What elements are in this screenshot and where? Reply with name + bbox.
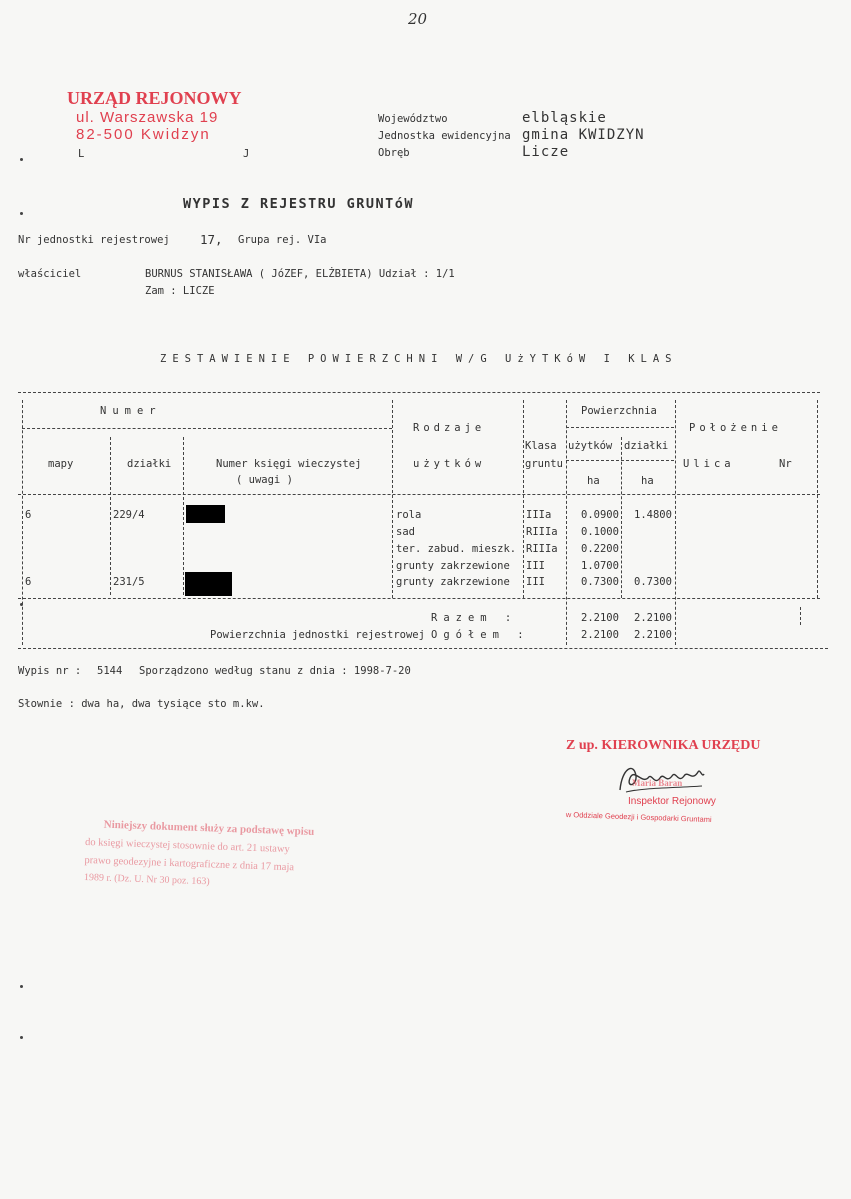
header-uzytkow: użytków [413, 458, 486, 470]
state-date: Sporządzono według stanu z dnia : 1998-7-20 [139, 665, 411, 677]
corner-mark-right: J [243, 148, 250, 160]
cell-klasa: RIIIa [526, 543, 558, 555]
summary-title: ZESTAWIENIE POWIERZCHNI W/G UżYTKóW I KLAS [160, 353, 678, 365]
razem-label: Razem : [431, 612, 518, 624]
header-numer: Numer [100, 405, 162, 417]
cell-klasa: III [526, 560, 545, 572]
ogolem-uzytkow: 2.2100 [581, 629, 619, 641]
header-pow-dzialki: działki [624, 440, 669, 452]
cell-pow-uzytku: 0.2200 [581, 543, 619, 555]
header-ksiegi: Numer księgi wieczystej [216, 458, 362, 470]
registry-unit-value: 17, [200, 232, 223, 247]
owner-name: BURNUS STANISŁAWA ( JóZEF, ELŻBIETA) Udział : 1/1 [145, 268, 455, 280]
office-city: 82-500 Kwidzyn [76, 126, 211, 143]
cell-klasa: III [526, 576, 545, 588]
header-uwagi: ( uwagi ) [236, 474, 293, 486]
district-value: Licze [522, 144, 570, 160]
signature-stamp-name: Maria Baran [632, 778, 683, 788]
page-number: 20 [408, 10, 428, 28]
signature-stamp-title: Inspektor Rejonowy [628, 796, 716, 807]
header-ha-uzytkow: ha [587, 475, 600, 487]
cell-rodzaj: ter. zabud. mieszk. [396, 543, 517, 555]
document-title: WYPIS Z REJESTRU GRUNTóW [183, 196, 415, 212]
legal-stamp-line: Niniejszy dokument służy za podstawę wpisu [103, 818, 315, 838]
header-powierzchnia: Powierzchnia [581, 405, 657, 417]
wypis-number: 5144 [97, 665, 123, 677]
cell-pow-dzialki: 0.7300 [634, 576, 672, 588]
cell-rodzaj: grunty zakrzewione [396, 576, 510, 588]
razem-uzytkow: 2.2100 [581, 612, 619, 624]
voivodeship-label: Województwo [378, 113, 448, 125]
office-name: URZĄD REJONOWY [67, 88, 242, 108]
pow-jednostki-label: Powierzchnia jednostki rejestrowej [210, 629, 425, 641]
voivodeship-value: elbląskie [522, 110, 607, 126]
ogolem-label: Ogółem : [431, 629, 530, 641]
legal-stamp-line: prawo geodezyjne i kartograficzne z dnia 17 maja [84, 854, 295, 874]
header-polozenie: Położenie [689, 422, 782, 434]
cell-rodzaj: grunty zakrzewione [396, 560, 510, 572]
unit-label: Jednostka ewidencyjna [378, 130, 511, 142]
header-ha-dzialki: ha [641, 475, 654, 487]
header-rodzaje: Rodzaje [413, 422, 486, 434]
redacted-block [185, 572, 232, 596]
owner-label: właściciel [18, 268, 82, 280]
amount-in-words: Słownie : dwa ha, dwa tysiące sto m.kw. [18, 698, 265, 710]
legal-stamp-line: do księgi wieczystej stosownie do art. 21 ustawy [84, 836, 290, 856]
cell-rodzaj: rola [396, 509, 422, 521]
cell-mapy: 6 [25, 509, 32, 521]
ogolem-dzialki: 2.2100 [634, 629, 672, 641]
cell-pow-uzytku: 0.7300 [581, 576, 619, 588]
header-klasa: Klasa [525, 440, 557, 452]
signature-stamp-heading: Z up. KIEROWNIKA URZĘDU [566, 738, 761, 753]
redacted-block [186, 505, 225, 523]
cell-pow-dzialki: 1.4800 [634, 509, 672, 521]
cell-pow-uzytku: 1.0700 [581, 560, 619, 572]
header-pow-uzytkow: użytków [568, 440, 613, 452]
header-ulica: Ulica [683, 458, 735, 470]
registry-group: Grupa rej. VIa [238, 234, 327, 246]
razem-dzialki: 2.2100 [634, 612, 672, 624]
cell-dzialka: 229/4 [113, 509, 145, 521]
owner-address: Zam : LICZE [145, 285, 215, 297]
header-nr: Nr [779, 458, 792, 470]
cell-rodzaj: sad [396, 526, 415, 538]
cell-dzialka: 231/5 [113, 576, 145, 588]
unit-value: gmina KWIDZYN [522, 127, 645, 143]
header-mapy: mapy [48, 458, 74, 470]
legal-stamp-line: 1989 r. (Dz. U. Nr 30 poz. 163) [83, 871, 210, 888]
cell-pow-uzytku: 0.0900 [581, 509, 619, 521]
signature-stamp-dept: w Oddziale Geodezji i Gospodarki Gruntami [565, 810, 712, 825]
cell-klasa: IIIa [526, 509, 552, 521]
header-dzialki: działki [127, 458, 172, 470]
office-street: ul. Warszawska 19 [76, 109, 219, 126]
cell-pow-uzytku: 0.1000 [581, 526, 619, 538]
registry-unit-label: Nr jednostki rejestrowej [18, 234, 170, 246]
cell-mapy: 6 [25, 576, 32, 588]
cell-klasa: RIIIa [526, 526, 558, 538]
header-gruntu: gruntu [525, 458, 563, 470]
wypis-label: Wypis nr : [18, 665, 82, 677]
corner-mark-left: L [78, 148, 85, 160]
district-label: Obręb [378, 147, 410, 159]
